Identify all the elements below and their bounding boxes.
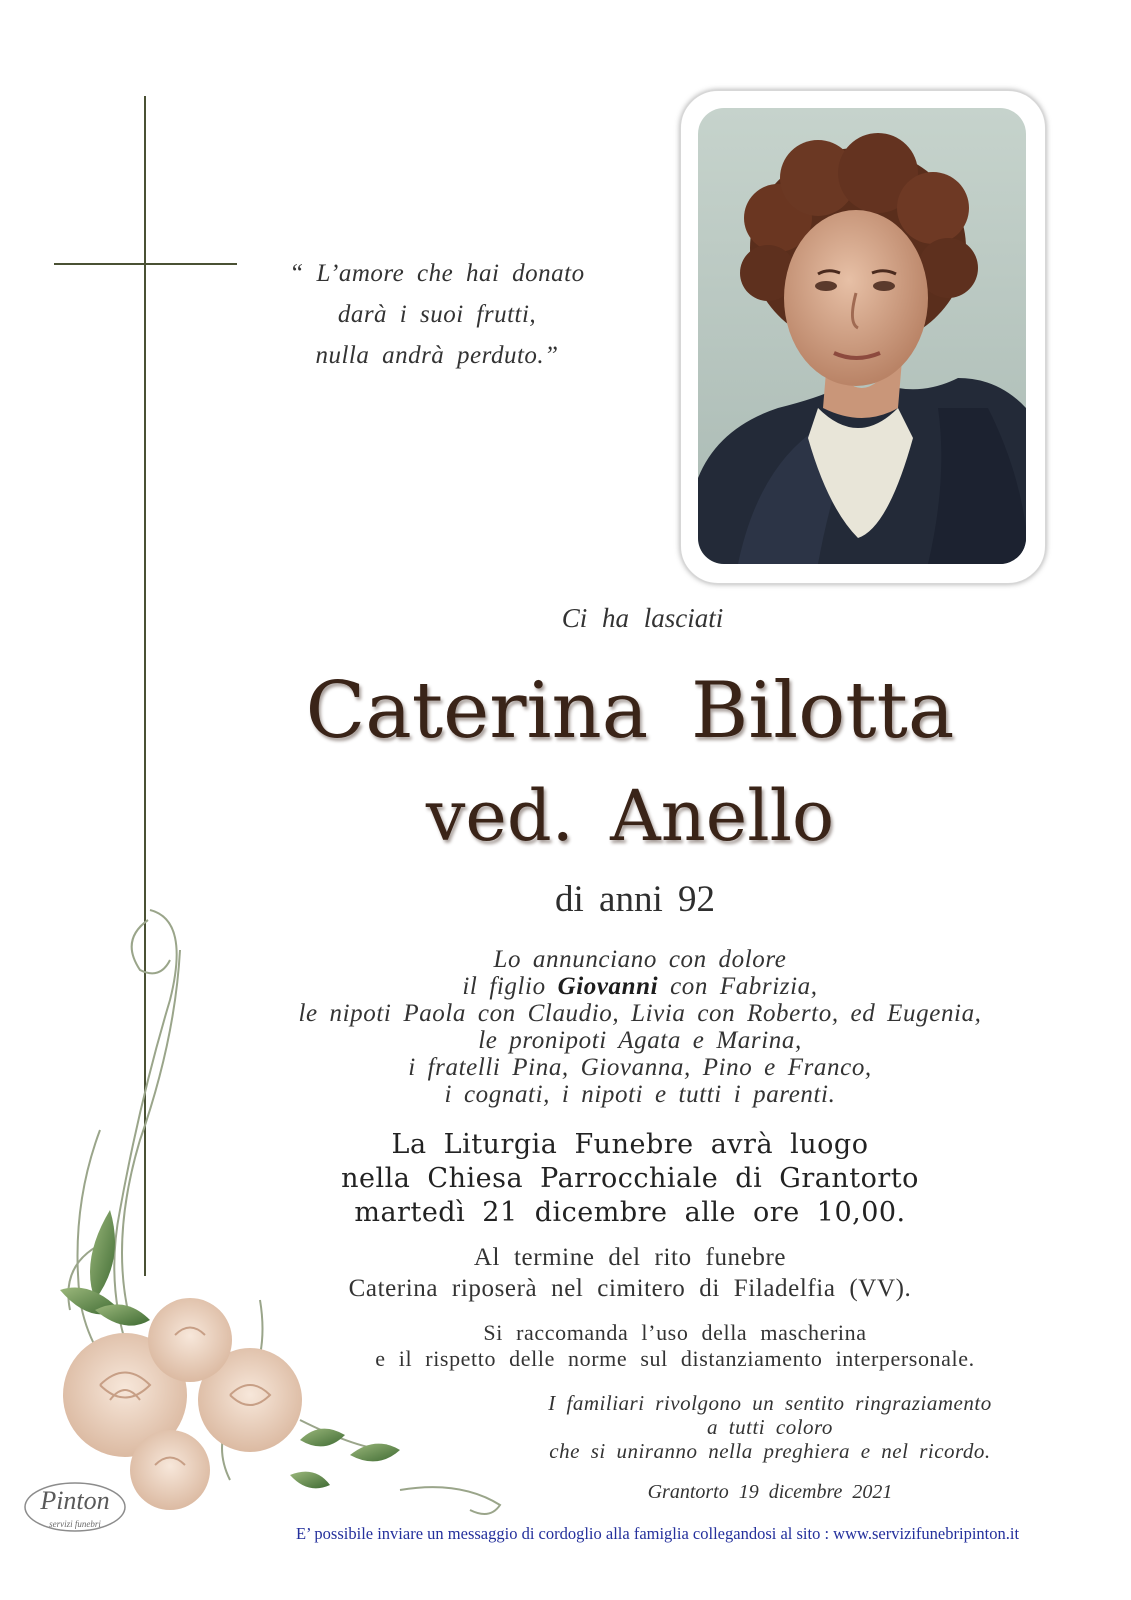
son-name: Giovanni [557, 973, 659, 1000]
publication-date: Grantorto 19 dicembre 2021 [647, 1481, 893, 1503]
announcement-line: i cognati, i nipoti e tutti i parenti. [444, 1081, 836, 1108]
mask-line: Si raccomanda l’uso della mascherina [483, 1320, 867, 1345]
condolence-footer: E’ possibile inviare un messaggio di cordoglio alla famiglia collegandosi al sito : www.servizifunebripinton.it [295, 1524, 1020, 1543]
quote-line: “ L’amore che hai donato [289, 260, 585, 287]
announcement-line: le nipoti Paola con Claudio, Livia con Roberto, ed Eugenia, [298, 1000, 982, 1027]
announcement-text: il figlio [462, 973, 546, 1000]
thanks-line: I familiari rivolgono un sentito ringraziamento [548, 1391, 992, 1415]
logo-name: Pinton [40, 1486, 110, 1515]
announcement-line: i fratelli Pina, Giovanna, Pino e Franco, [408, 1054, 872, 1081]
quote-line: nulla andrà perduto.” [315, 342, 559, 369]
deceased-married-name: ved. Anello [425, 775, 835, 857]
mask-line: e il rispetto delle norme sul distanziamento interpersonale. [375, 1346, 975, 1371]
deceased-name: Caterina Bilotta [305, 666, 955, 756]
liturgy-line: martedì 21 dicembre alle ore 10,00. [354, 1197, 906, 1228]
thanks-line: che si uniranno nella preghiera e nel ricordo. [549, 1439, 991, 1463]
memorial-quote [262, 253, 612, 376]
logo-tagline: servizi funebri [49, 1519, 101, 1529]
portrait-photo [698, 108, 1026, 564]
burial-line: Caterina riposerà nel cimitero di Filadelfia (VV). [348, 1275, 912, 1302]
intro-text: Ci ha lasciati [561, 603, 724, 633]
thanks-line: a tutti coloro [707, 1415, 833, 1439]
thanks-note [470, 1391, 1070, 1463]
liturgy-line: La Liturgia Funebre avrà luogo [391, 1129, 869, 1160]
announcement-line: Lo annunciano con dolore [493, 946, 787, 973]
liturgy-line: nella Chiesa Parrocchiale di Grantorto [341, 1163, 919, 1194]
quote-line: darà i suoi frutti, [337, 301, 537, 328]
burial-line: Al termine del rito funebre [473, 1244, 787, 1271]
roses-decoration-icon [0, 880, 520, 1560]
cross-horizontal-bar [54, 263, 237, 265]
announcement-line: le pronipoti Agata e Marina, [478, 1027, 802, 1054]
announcement-text: con Fabrizia, [670, 973, 818, 1000]
pinton-logo [20, 1475, 130, 1545]
age-text: di anni 92 [555, 879, 715, 920]
